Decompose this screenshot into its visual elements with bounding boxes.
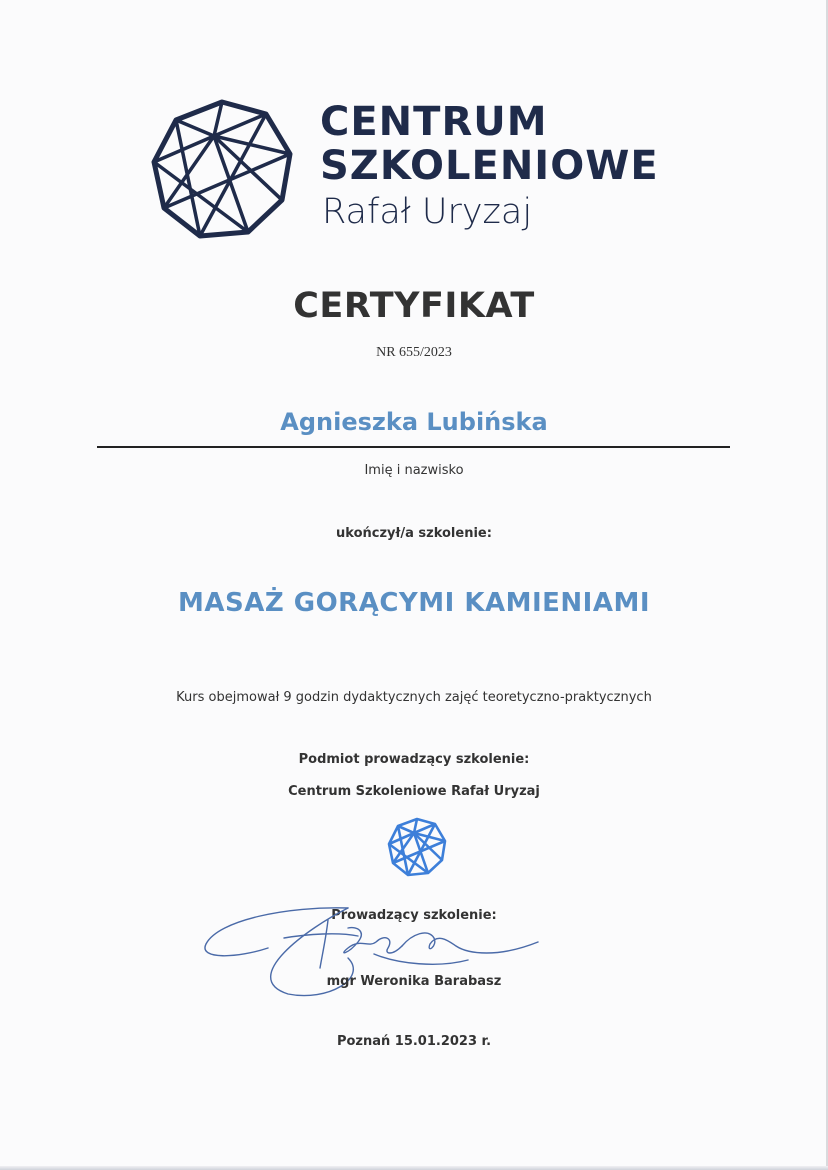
- instructor-label: Prowadzący szkolenie:: [331, 908, 497, 923]
- name-caption: Imię i nazwisko: [364, 463, 464, 478]
- logo-line-szkoleniowe: SZKOLENIOWE: [320, 143, 659, 189]
- geometric-polygon-stamp-icon: [386, 816, 448, 878]
- company-logo: [148, 96, 688, 246]
- logo-line-owner: Rafał Uryzaj: [322, 192, 533, 232]
- certificate-number: NR 655/2023: [376, 345, 452, 360]
- provider-name: Centrum Szkoleniowe Rafał Uryzaj: [288, 784, 540, 799]
- certificate-title: CERTYFIKAT: [293, 286, 535, 326]
- participant-name: Agnieszka Lubińska: [280, 408, 548, 436]
- logo-line-centrum: CENTRUM: [320, 99, 548, 145]
- name-underline: [97, 446, 730, 448]
- scan-edge-bottom: [0, 1166, 828, 1170]
- instructor-name: mgr Weronika Barabasz: [326, 974, 502, 989]
- geometric-polygon-icon: [148, 96, 296, 244]
- course-title: MASAŻ GORĄCYMI KAMIENIAMI: [177, 588, 651, 618]
- completed-label: ukończył/a szkolenie:: [336, 526, 492, 541]
- course-description: Kurs obejmował 9 godzin dydaktycznych zajęć teoretyczno-praktycznych: [176, 690, 652, 705]
- provider-label: Podmiot prowadzący szkolenie:: [298, 752, 530, 767]
- place-and-date: Poznań 15.01.2023 r.: [336, 1034, 492, 1049]
